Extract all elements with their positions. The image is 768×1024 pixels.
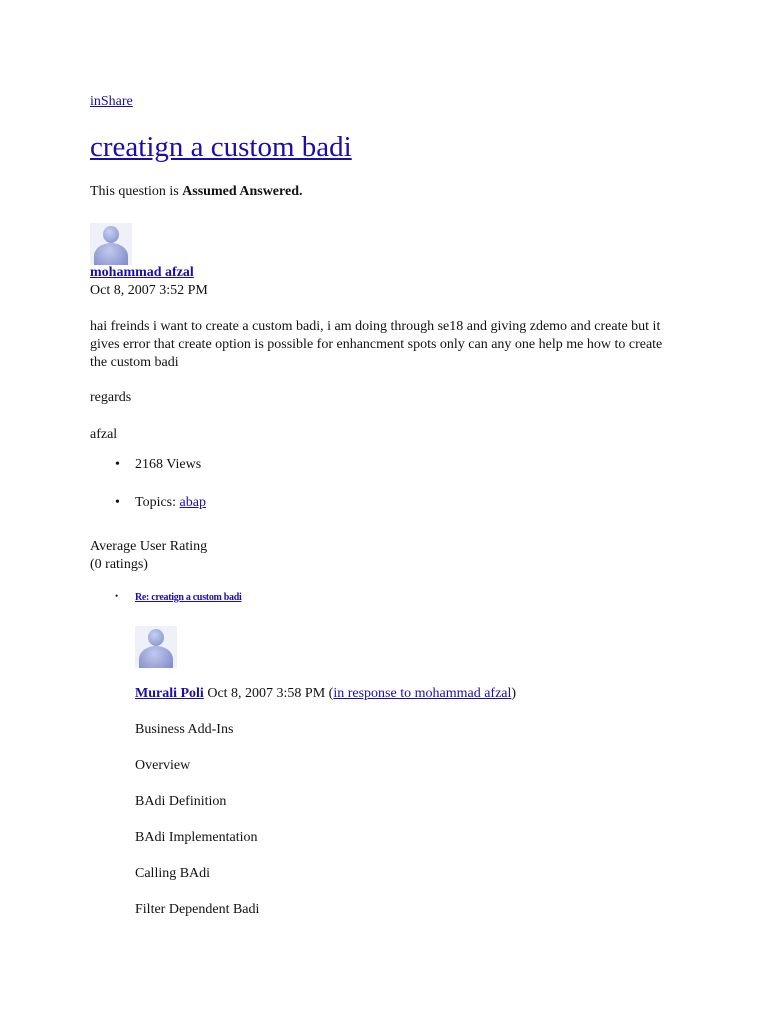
question-title-link[interactable]: creatign a custom badi: [90, 131, 352, 163]
topic-link-abap[interactable]: abap: [179, 495, 206, 510]
views-text: 2168 Views: [135, 457, 202, 472]
topics-item: [90, 494, 206, 532]
reply-author-avatar-icon[interactable]: [135, 626, 177, 668]
reply-date: Oct 8, 2007 3:58 PM (: [203, 686, 334, 701]
post-regards: regards: [90, 390, 132, 405]
reply-line: Filter Dependent Badi: [135, 902, 260, 917]
question-meta-list: [90, 456, 206, 532]
in-response-link[interactable]: in response to mohammad afzal: [333, 686, 512, 701]
status-value: Assumed Answered.: [182, 184, 303, 199]
views-count: [90, 456, 206, 494]
reply-thread-link[interactable]: Re: creatign a custom badi: [135, 592, 242, 603]
author-link[interactable]: mohammad afzal: [90, 265, 194, 280]
reply-author-link[interactable]: Murali Poli: [135, 686, 204, 701]
reply-line: Calling BAdi: [135, 866, 211, 881]
reply-line: Overview: [135, 758, 191, 773]
reply-line: BAdi Implementation: [135, 830, 258, 845]
post-body: hai freinds i want to create a custom badi, i am doing through se18 and giving zdemo and create but it gives error that create option is possible for enhancment spots only can any one help me how to create the custom badi: [90, 319, 663, 370]
topics-label: Topics:: [135, 495, 180, 510]
post-date: Oct 8, 2007 3:52 PM: [90, 283, 208, 298]
average-rating-label: Average User Rating: [90, 539, 208, 554]
post-signature: afzal: [90, 427, 118, 442]
status-prefix: This question is: [90, 184, 183, 199]
reply-line: BAdi Definition: [135, 794, 227, 809]
reply-line: Business Add-Ins: [135, 722, 234, 737]
reply-bullet: •: [115, 591, 119, 601]
rating-count: (0 ratings): [90, 557, 148, 572]
inshare-link[interactable]: inShare: [90, 94, 133, 109]
page-title: [90, 130, 352, 164]
reply-close-paren: ): [511, 686, 517, 701]
author-avatar-icon[interactable]: [90, 223, 132, 265]
reply-header: [135, 685, 516, 703]
question-status: [90, 183, 302, 201]
